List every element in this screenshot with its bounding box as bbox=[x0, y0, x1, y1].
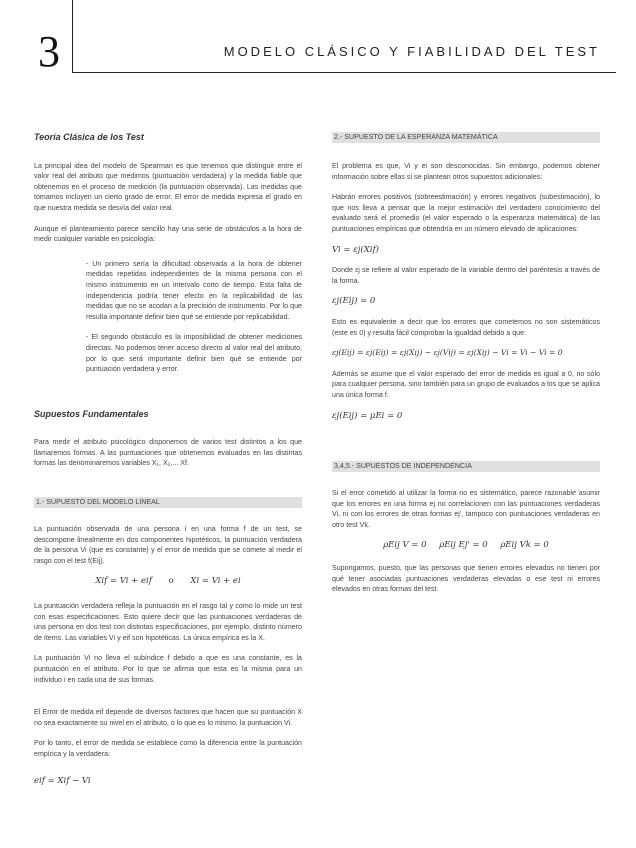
equation-true-score: Vi = εj(Xif) bbox=[332, 244, 379, 255]
section-heading-expected-value: 2.- SUPUESTO DE LA ESPERANZA MATEMÁTICA bbox=[332, 132, 600, 143]
paragraph: La principal idea del modelo de Spearman es que tenemos que distinguir entre el valor real del atributo que medimos (puntuación verdadera) y la medida fiable que obtenemos en el proceso de medición (la puntuación observada). Las medidas que tomamos incluyen un cierto grado de error. El error de medida expresa el grado en que nuestra medida se desvía del valor real. bbox=[34, 161, 302, 212]
paragraph: Por lo tanto, el error de medida se establece como la diferencia entre la puntuación empírica y la verdadera: bbox=[34, 739, 302, 758]
equation-linear-model bbox=[34, 576, 302, 587]
equation-connector: o bbox=[168, 576, 174, 587]
paragraph: El problema es que, Vi y ei son desconocidas. Sin embargo, podemos obtener información sobre ellas si se plantean otros supuestos adicionales: bbox=[332, 162, 600, 181]
bullet-paragraph: - Un primero sería la dificultad observada a la hora de obtener medidas repetidas independientes de la misma persona con el mismo instrumento en un intervalo corto de tiempo. Esta falta de independencia podría tener efecto en la replicabilidad de las medidas que no se acodan a la precisión de instrumento. Por lo que resulta importante definir bien qué se entiende por replicabilidad. bbox=[86, 259, 302, 321]
chapter-number: 3 bbox=[38, 27, 60, 76]
header-horizontal-rule bbox=[72, 72, 616, 73]
section-title-classical-theory: Teoría Clásica de los Test bbox=[34, 132, 144, 142]
equation-independence bbox=[332, 540, 600, 551]
paragraph: Supongamos, puesto, que las personas que tienen errores elevados no tienen por qué tener asociadas puntuaciones verdaderas elevadas o ese test ni errores elevados en otras formas del test. bbox=[332, 564, 600, 594]
paragraph: Aunque el planteamiento parece sencillo hay una serie de obstáculos a la hora de medir cualquier variable en psicología: bbox=[34, 224, 302, 244]
paragraph: Si el error cometido al utilizar la forma no es sistemático, parece razonable asumir que los errores en una forma ej no correlacionen con las puntuaciones verdaderas Vi, ni con los errores de otras formas ej', tampoco con puntuaciones verdaderas en otro test Vk. bbox=[332, 489, 600, 529]
section-title-fundamental-assumptions: Supuestos Fundamentales bbox=[34, 408, 149, 419]
equation-part: Xi = Vi + ei bbox=[190, 576, 241, 587]
left-column bbox=[34, 132, 302, 796]
equation-part: Xif = Vi + eif bbox=[95, 576, 152, 587]
paragraph: La puntuación observada de una persona i en una forma f de un test, se descompone linealmente en dos componentes hipotéticos, la puntuación verdadera de la persona Vi (que es constante) y el error de medida que se comete al medir el rasgo con el test f(Eij). bbox=[34, 525, 302, 565]
equation-part: ρEij V = 0 bbox=[383, 540, 427, 551]
bullet-paragraph: - El segundo obstáculo es la imposibilidad de obtener mediciones directas. No podemos tener acceso directo al valor real del atributo, por lo que será importante definir bien qué se entiende por puntuación verdadera y error. bbox=[86, 333, 302, 374]
section-heading-independence: 3,4,5.- SUPUESTOS DE INDEPENDENCIA bbox=[332, 461, 600, 472]
paragraph: La puntuación verdadera refleja la puntuación en el rasgo tal y como lo mide un test con esas especificaciones. Esto quiere decir que las puntuaciones verdaderas de una persona en dos test con distintas especificaciones, por ejemplo, distinto número de ítems. Las variables Vi y eif son hipotéticas. La única empírica es la X. bbox=[34, 602, 302, 642]
equation-expected-error: εj(Eij) = 0 bbox=[332, 296, 376, 307]
right-column bbox=[332, 132, 600, 605]
header-vertical-rule bbox=[72, 0, 73, 72]
chapter-title: MODELO CLÁSICO Y FIABILIDAD DEL TEST bbox=[223, 44, 600, 59]
equation-derivation: εj(Eij) = εj(Eij) = εj(Xij) − εj(Vij) = εj(Xij) − Vi = Vi − Vi = 0 bbox=[332, 348, 563, 358]
paragraph: La puntuación Vi no lleva el subíndice f debido a que es una constante, es la puntuación en el atributo. Por lo que se afirma que esta es la misma para un individuo i en cada una de sus formas. bbox=[34, 654, 302, 684]
paragraph: Para medir el atributo psicológico disponemos de varios test distintos a los que llamaremos formas. A las puntuaciones que obtenemos evaluados en las distintas formas las denominaremos variables X₁, X₂,... Xf. bbox=[34, 438, 302, 468]
equation-error-definition: eif = Xif − Vi bbox=[34, 775, 91, 786]
section-heading-linear-model: 1.- SUPUESTO DEL MODELO LINEAL bbox=[34, 497, 302, 508]
equation-part: ρEij Ej' = 0 bbox=[439, 540, 488, 551]
paragraph: Además se asume que el valor esperado del error de medida es igual a 0, no sólo para cualquier persona, sino también para un grupo de evaluados a los que se aplica una única forma f. bbox=[332, 369, 600, 399]
paragraph: El Error de medida eif depende de diversos factores que hacen que su puntuación X no sea exactamente su nivel en el atributo, o lo que es lo mismo, la puntuación Vi. bbox=[34, 708, 302, 727]
equation-part: ρEij Vk = 0 bbox=[500, 540, 549, 551]
paragraph: Donde εj se refiere al valor esperado de la variable dentro del paréntesis a través de la forma. bbox=[332, 266, 600, 285]
paragraph: Esto es equivalente a decir que los errores que cometemos no son sistemáticos (este es 0) y resulta fácil comprobar la igualdad debido a que: bbox=[332, 317, 600, 337]
equation-group-error: εj(Eij) = μEi = 0 bbox=[332, 410, 403, 421]
paragraph: Habrán errores positivos (sobreestimación) y errores negativos (subestimación), lo que nos lleva a pensar que la mejor estimación del verdadero conocimiento del evaluado será el promedio (el valor esperado o la esperanza matemática) de las puntuaciones empíricas que obtendría en un número elevado de aplicaciones: bbox=[332, 193, 600, 233]
